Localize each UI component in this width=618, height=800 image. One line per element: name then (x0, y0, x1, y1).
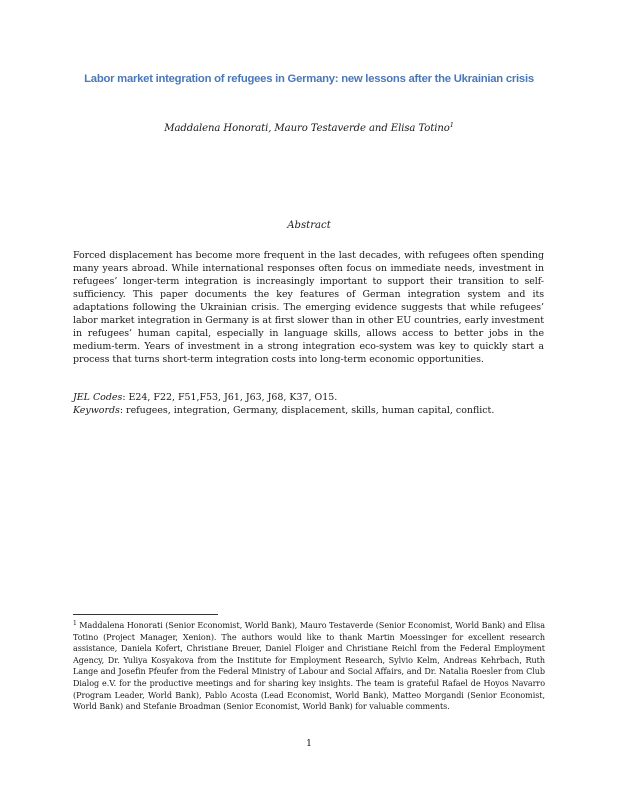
author-line (60, 123, 558, 134)
abstract-heading: Abstract (287, 220, 331, 231)
page-number: 1 (305, 738, 313, 749)
jel-codes: : E24, F22, F51,F53, J61, J63, J68, K37, O15. (122, 392, 338, 403)
footnote-marker: 1 (73, 620, 77, 627)
keywords-line (73, 404, 553, 417)
jel-codes-line (73, 391, 553, 404)
jel-label: JEL Codes (73, 392, 123, 403)
paper-title: Labor market integration of refugees in Germany: new lessons after the Ukrainian crisis (84, 73, 534, 85)
author-footnote-marker[interactable]: 1 (449, 121, 454, 129)
abstract-body: Forced displacement has become more frequent in the last decades, with refugees often spending many years abroad. While international responses often focus on immediate needs, investment in refugees’ longer-term integration is increasingly important to support their transition to self-sufficiency. This paper documents the key features of German integration system and its adaptations following the Ukrainian crisis. The emerging evidence suggests that while refugees’ labor market integration in Germany is at first slower than in other EU countries, early investment in refugees’ human capital, especially in language skills, allows access to better jobs in the medium-term. Years of investment in a strong integration eco-system was key to quickly start a process that turns short-term integration costs into long-term economic opportunities. (73, 250, 544, 365)
keywords-list: : refugees, integration, Germany, displacement, skills, human capital, conflict. (119, 405, 495, 416)
keywords-label: Keywords (73, 405, 120, 416)
footnote (73, 620, 545, 713)
footnote-separator (73, 614, 218, 615)
author-names: Maddalena Honorati, Mauro Testaverde and Elisa Totino (164, 123, 450, 134)
footnote-text: Maddalena Honorati (Senior Economist, World Bank), Mauro Testaverde (Senior Economist, World Bank) and Elisa Totino (Project Manager, Xenion). The authors would like to thank Martin Moessinger for excellent research assistance, Daniela Kofert, Christiane Breuer, Daniel Floiger and Christiane Reichl from the Federal Employment Agency, Dr. Yuliya Kosyakova from the Institute for Employment Research, Sylvio Kelm, Andreas Kehrbach, Ruth Lange and Josefin Pfeufer from the Federal Ministry of Labour and Social Affairs, and Dr. Natalia Roesler from Club Dialog e.V. for the productive meetings and for sharing key insights. The team is grateful Rafael de Hoyos Navarro (Program Leader, World Bank), Pablo Acosta (Lead Economist, World Bank), Matteo Morgandi (Senior Economist, World Bank) and Stefanie Broadman (Senior Economist, World Bank) for valuable comments. (73, 621, 545, 712)
